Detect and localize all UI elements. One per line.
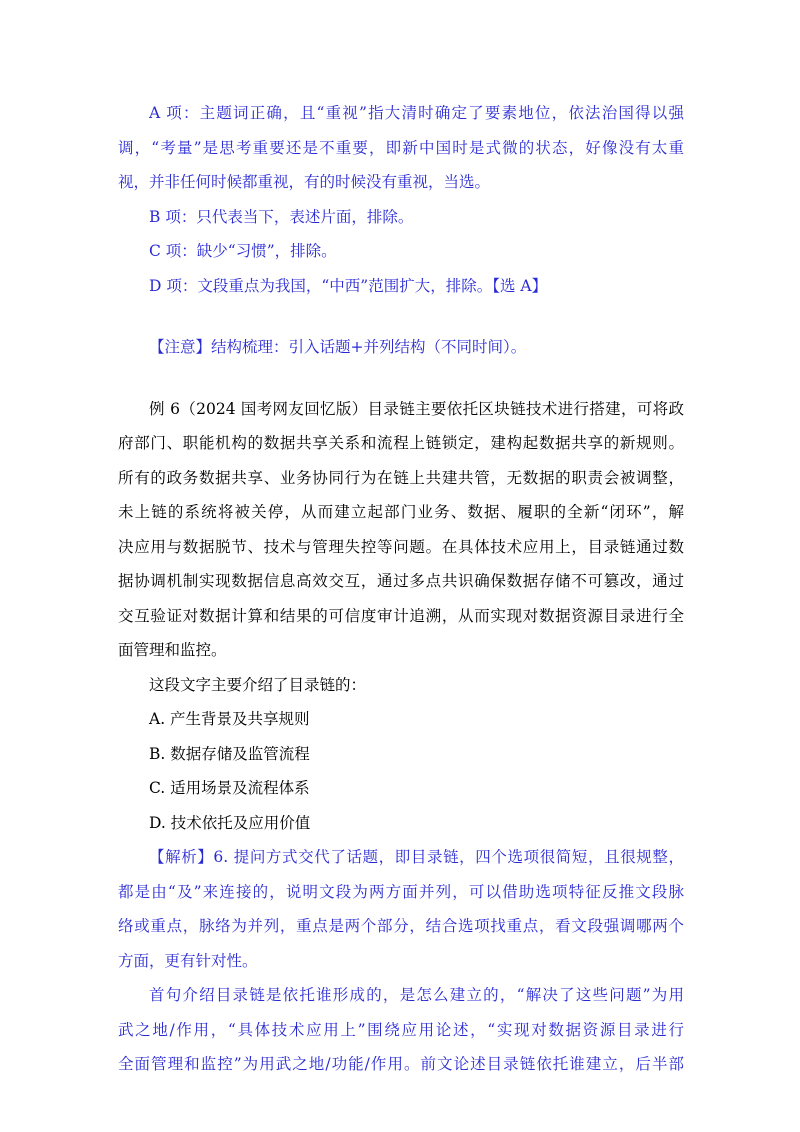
analysis-line: 络或重点，脉络为并列，重点是两个部分，结合选项找重点，看文段强调哪两个 bbox=[118, 917, 684, 935]
example-passage bbox=[118, 392, 684, 668]
option-d-analysis: D 项：文段重点为我国，“中西”范围扩大，排除。【选 A】 bbox=[149, 276, 548, 295]
prev-analysis bbox=[118, 96, 684, 303]
option-a-analysis-line: 视，并非任何时候都重视，有的时候没有重视，当选。 bbox=[118, 173, 491, 191]
note-line: 【注意】结构梳理：引入话题+并列结构（不同时间）。 bbox=[149, 338, 527, 356]
option-c-analysis: C 项：缺少“习惯”，排除。 bbox=[149, 242, 337, 260]
analysis-line: 方面，更有针对性。 bbox=[118, 951, 258, 970]
analysis-line: 武之地/作用，“具体技术应用上”围绕应用论述，“实现对数据资源目录进行 bbox=[118, 1020, 684, 1039]
content-area bbox=[118, 96, 684, 1082]
passage-line: 交互验证对数据计算和结果的可信度审计追溯，从而实现对数据资源目录进行全 bbox=[118, 606, 684, 625]
analysis-line: 全面管理和监控”为用武之地/功能/作用。前文论述目录链依托谁建立，后半部 bbox=[118, 1055, 684, 1073]
analysis-line: 【解析】6. 提问方式交代了话题，即目录链，四个选项很简短，且很规整， bbox=[149, 848, 684, 866]
analysis-line: 都是由“及”来连接的，说明文段为两方面并列，可以借助选项特征反推文段脉 bbox=[118, 882, 684, 901]
passage-line: 据协调机制实现数据信息高效交互，通过多点共识确保数据存储不可篡改，通过 bbox=[118, 572, 684, 590]
passage-line: 决应用与数据脱节、技术与管理失控等问题。在具体技术应用上，目录链通过数 bbox=[118, 537, 684, 556]
analysis-line: 首句介绍目录链是依托谁形成的，是怎么建立的，“解决了这些问题”为用 bbox=[149, 986, 684, 1004]
passage-line: 未上链的系统将被关停，从而建立起部门业务、数据、履职的全新“闭环”，解 bbox=[118, 503, 684, 521]
option-c: C. 适用场景及流程体系 bbox=[149, 779, 310, 797]
option-d: D. 技术依托及应用价值 bbox=[149, 813, 311, 832]
passage-line: 例 6（2024 国考网友回忆版）目录链主要依托区块链技术进行搭建，可将政 bbox=[149, 399, 684, 418]
passage-line: 面管理和监控。 bbox=[118, 641, 227, 659]
passage-line: 所有的政务数据共享、业务协同行为在链上共建共管，无数据的职责会被调整， bbox=[118, 468, 684, 487]
option-b-analysis: B 项：只代表当下，表述片面，排除。 bbox=[149, 207, 414, 226]
option-a: A. 产生背景及共享规则 bbox=[149, 710, 310, 728]
option-a-analysis-line: A 项：主题词正确，且“重视”指大清时确定了要素地位，依法治国得以强 bbox=[149, 104, 684, 122]
analysis-section bbox=[118, 840, 684, 1082]
passage-line: 府部门、职能机构的数据共享关系和流程上链锁定，建构起数据共享的新规则。 bbox=[118, 434, 684, 452]
option-a-analysis-line: 调，“考量”是思考重要还是不重要，即新中国时是式微的状态，好像没有太重 bbox=[118, 138, 684, 157]
option-b: B. 数据存储及监管流程 bbox=[149, 744, 310, 763]
question-stem: 这段文字主要介绍了目录链的： bbox=[149, 675, 367, 694]
